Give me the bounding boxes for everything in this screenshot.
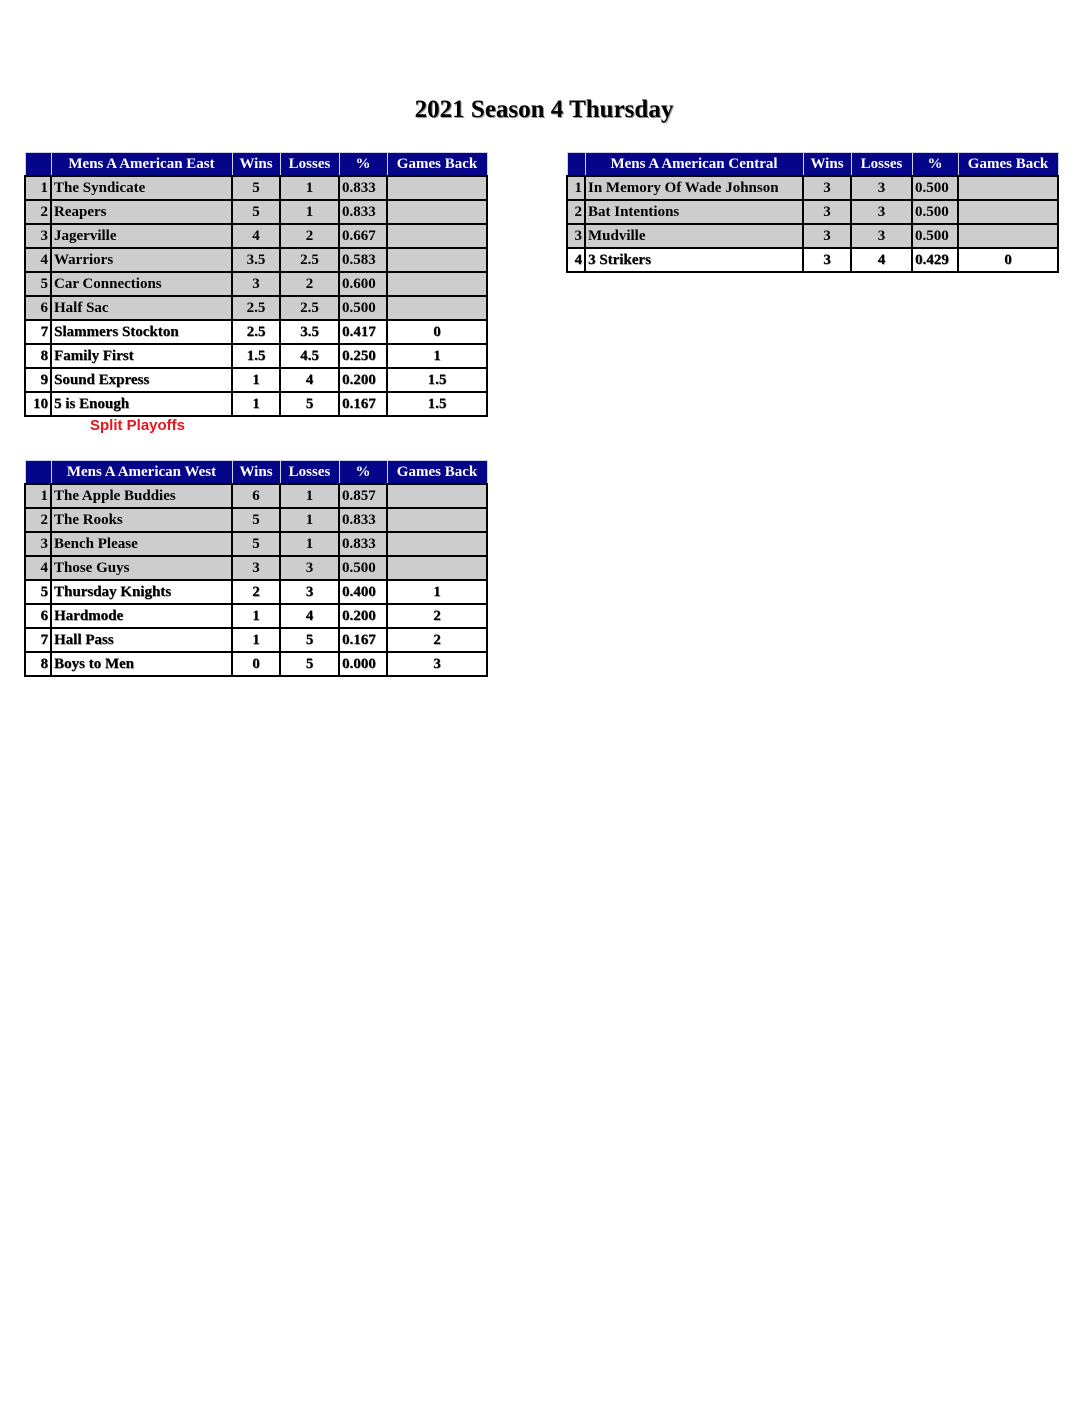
losses-cell: 5 (280, 392, 339, 416)
table-row (25, 392, 487, 416)
rank-cell: 3 (25, 532, 51, 556)
pct-cell: 0.200 (339, 368, 387, 392)
pct-cell: 0.583 (339, 248, 387, 272)
wins-cell: 3.5 (232, 248, 280, 272)
division-name: Mens A American East (51, 153, 232, 177)
pct-cell: 0.667 (339, 224, 387, 248)
table-row (567, 200, 1058, 224)
wins-cell: 5 (232, 176, 280, 200)
pct-cell: 0.167 (339, 628, 387, 652)
pct-cell: 0.833 (339, 176, 387, 200)
games-back-cell (958, 176, 1058, 200)
games-back-cell: 2 (387, 628, 487, 652)
table-row (25, 580, 487, 604)
losses-cell: 1 (280, 532, 339, 556)
rank-header (567, 153, 585, 177)
wins-cell: 5 (232, 508, 280, 532)
team-name-cell: Thursday Knights (51, 580, 232, 604)
games-back-cell (387, 532, 487, 556)
pct-cell: 0.200 (339, 604, 387, 628)
team-name-cell: Bat Intentions (585, 200, 803, 224)
wins-header: Wins (232, 461, 280, 485)
wins-header: Wins (803, 153, 851, 177)
team-name-cell: 5 is Enough (51, 392, 232, 416)
rank-cell: 1 (25, 484, 51, 508)
wins-cell: 3 (232, 272, 280, 296)
team-name-cell: Reapers (51, 200, 232, 224)
games-back-cell: 2 (387, 604, 487, 628)
table-row (25, 652, 487, 676)
wins-cell: 2.5 (232, 296, 280, 320)
games-back-cell (387, 176, 487, 200)
pct-cell: 0.833 (339, 200, 387, 224)
losses-cell: 3 (851, 200, 912, 224)
losses-cell: 1 (280, 484, 339, 508)
wins-cell: 3 (232, 556, 280, 580)
pct-cell: 0.857 (339, 484, 387, 508)
losses-cell: 3 (851, 176, 912, 200)
games-back-cell (387, 556, 487, 580)
pct-cell: 0.500 (339, 556, 387, 580)
table-row (25, 368, 487, 392)
wins-cell: 1 (232, 604, 280, 628)
games-back-cell (387, 296, 487, 320)
split-playoffs-note: Split Playoffs (90, 417, 186, 434)
wins-header: Wins (232, 153, 280, 177)
wins-cell: 4 (232, 224, 280, 248)
wins-cell: 3 (803, 224, 851, 248)
pct-cell: 0.417 (339, 320, 387, 344)
team-name-cell: Jagerville (51, 224, 232, 248)
games-back-cell: 0 (958, 248, 1058, 272)
losses-cell: 1 (280, 176, 339, 200)
pct-cell: 0.500 (912, 200, 958, 224)
wins-cell: 1 (232, 628, 280, 652)
team-name-cell: 3 Strikers (585, 248, 803, 272)
games-back-cell (958, 200, 1058, 224)
losses-cell: 2.5 (280, 248, 339, 272)
rank-cell: 3 (567, 224, 585, 248)
games-back-header: Games Back (958, 153, 1058, 177)
losses-cell: 3 (280, 580, 339, 604)
table-row (25, 320, 487, 344)
pct-cell: 0.500 (912, 224, 958, 248)
team-name-cell: The Rooks (51, 508, 232, 532)
games-back-cell: 1 (387, 344, 487, 368)
games-back-header: Games Back (387, 153, 487, 177)
table-row (25, 176, 487, 200)
games-back-cell (387, 484, 487, 508)
games-back-cell (387, 200, 487, 224)
games-back-cell: 0 (387, 320, 487, 344)
team-name-cell: The Apple Buddies (51, 484, 232, 508)
losses-header: Losses (280, 153, 339, 177)
pct-header: % (339, 461, 387, 485)
rank-header (25, 461, 51, 485)
games-back-cell: 1.5 (387, 392, 487, 416)
games-back-cell (387, 508, 487, 532)
wins-cell: 2 (232, 580, 280, 604)
team-name-cell: Car Connections (51, 272, 232, 296)
losses-cell: 1 (280, 508, 339, 532)
table-row (25, 200, 487, 224)
losses-cell: 4 (280, 604, 339, 628)
team-name-cell: Warriors (51, 248, 232, 272)
team-name-cell: Hall Pass (51, 628, 232, 652)
pct-cell: 0.000 (339, 652, 387, 676)
rank-cell: 7 (25, 320, 51, 344)
team-name-cell: Family First (51, 344, 232, 368)
wins-cell: 3 (803, 248, 851, 272)
rank-cell: 4 (567, 248, 585, 272)
rank-cell: 9 (25, 368, 51, 392)
pct-cell: 0.833 (339, 508, 387, 532)
rank-cell: 5 (25, 272, 51, 296)
table-row (25, 344, 487, 368)
table-row (25, 224, 487, 248)
table-row (567, 176, 1058, 200)
team-name-cell: Boys to Men (51, 652, 232, 676)
pct-cell: 0.250 (339, 344, 387, 368)
games-back-cell: 1 (387, 580, 487, 604)
rank-cell: 6 (25, 296, 51, 320)
pct-cell: 0.833 (339, 532, 387, 556)
games-back-cell (387, 248, 487, 272)
losses-cell: 2 (280, 224, 339, 248)
west-standings-table (24, 460, 488, 677)
table-row (25, 532, 487, 556)
losses-cell: 1 (280, 200, 339, 224)
games-back-cell: 3 (387, 652, 487, 676)
rank-cell: 8 (25, 652, 51, 676)
rank-cell: 5 (25, 580, 51, 604)
games-back-cell (387, 224, 487, 248)
losses-cell: 5 (280, 652, 339, 676)
team-name-cell: Those Guys (51, 556, 232, 580)
rank-cell: 2 (25, 200, 51, 224)
losses-cell: 3 (851, 224, 912, 248)
team-name-cell: Sound Express (51, 368, 232, 392)
rank-cell: 10 (25, 392, 51, 416)
games-back-header: Games Back (387, 461, 487, 485)
pct-cell: 0.600 (339, 272, 387, 296)
team-name-cell: Hardmode (51, 604, 232, 628)
wins-cell: 1 (232, 392, 280, 416)
losses-cell: 2 (280, 272, 339, 296)
wins-cell: 5 (232, 532, 280, 556)
pct-cell: 0.400 (339, 580, 387, 604)
games-back-cell: 1.5 (387, 368, 487, 392)
table-row (25, 628, 487, 652)
page-title: 2021 Season 4 Thursday (414, 96, 674, 123)
team-name-cell: Mudville (585, 224, 803, 248)
pct-cell: 0.167 (339, 392, 387, 416)
team-name-cell: Bench Please (51, 532, 232, 556)
rank-cell: 4 (25, 556, 51, 580)
rank-cell: 8 (25, 344, 51, 368)
losses-header: Losses (851, 153, 912, 177)
table-row (567, 248, 1058, 272)
wins-cell: 1 (232, 368, 280, 392)
pct-header: % (339, 153, 387, 177)
games-back-cell (387, 272, 487, 296)
wins-cell: 1.5 (232, 344, 280, 368)
table-row (25, 272, 487, 296)
table-row (25, 556, 487, 580)
rank-cell: 2 (25, 508, 51, 532)
losses-cell: 4 (851, 248, 912, 272)
table-row (25, 248, 487, 272)
losses-cell: 4.5 (280, 344, 339, 368)
rank-cell: 6 (25, 604, 51, 628)
team-name-cell: Slammers Stockton (51, 320, 232, 344)
losses-cell: 4 (280, 368, 339, 392)
pct-cell: 0.500 (339, 296, 387, 320)
table-header-row (25, 153, 487, 177)
table-row (25, 296, 487, 320)
wins-cell: 6 (232, 484, 280, 508)
table-header-row (567, 153, 1058, 177)
team-name-cell: In Memory Of Wade Johnson (585, 176, 803, 200)
rank-cell: 4 (25, 248, 51, 272)
rank-cell: 7 (25, 628, 51, 652)
rank-cell: 1 (567, 176, 585, 200)
games-back-cell (958, 224, 1058, 248)
rank-cell: 1 (25, 176, 51, 200)
rank-cell: 2 (567, 200, 585, 224)
wins-cell: 3 (803, 200, 851, 224)
wins-cell: 0 (232, 652, 280, 676)
pct-header: % (912, 153, 958, 177)
team-name-cell: The Syndicate (51, 176, 232, 200)
central-standings-table (566, 152, 1059, 273)
division-name: Mens A American Central (585, 153, 803, 177)
table-row (25, 508, 487, 532)
wins-cell: 2.5 (232, 320, 280, 344)
losses-header: Losses (280, 461, 339, 485)
pct-cell: 0.429 (912, 248, 958, 272)
table-row (25, 604, 487, 628)
pct-cell: 0.500 (912, 176, 958, 200)
table-header-row (25, 461, 487, 485)
east-standings-table (24, 152, 488, 417)
division-name: Mens A American West (51, 461, 232, 485)
losses-cell: 3 (280, 556, 339, 580)
losses-cell: 2.5 (280, 296, 339, 320)
rank-header (25, 153, 51, 177)
rank-cell: 3 (25, 224, 51, 248)
losses-cell: 3.5 (280, 320, 339, 344)
table-row (25, 484, 487, 508)
table-row (567, 224, 1058, 248)
losses-cell: 5 (280, 628, 339, 652)
team-name-cell: Half Sac (51, 296, 232, 320)
wins-cell: 3 (803, 176, 851, 200)
wins-cell: 5 (232, 200, 280, 224)
